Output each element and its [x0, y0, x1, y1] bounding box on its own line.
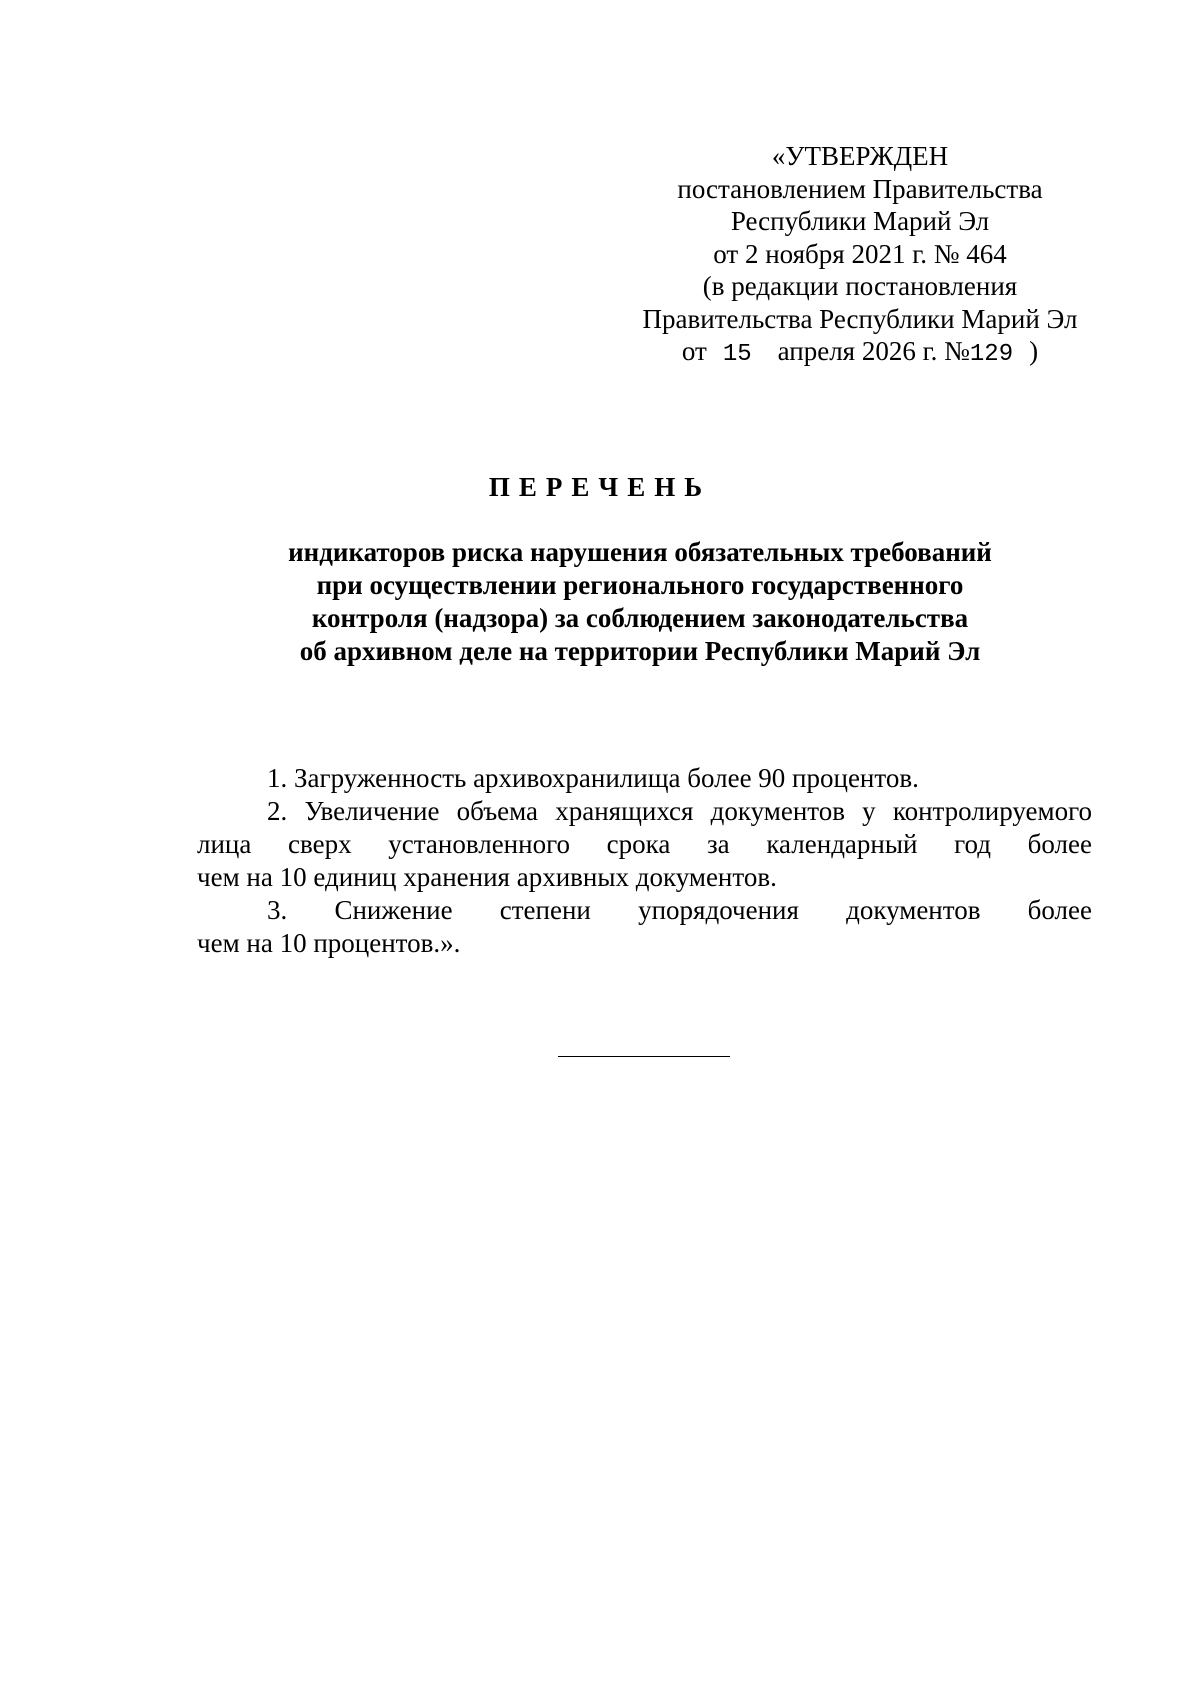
list-item-line: чем на 10 единиц хранения архивных документов. [197, 862, 777, 892]
approval-line: Республики Марий Эл [730, 206, 990, 236]
amendment-suffix: ) [1029, 336, 1039, 366]
approval-line: постановлением Правительства [677, 173, 1043, 204]
amendment-number: 129 [969, 341, 1014, 368]
approval-line: Правительства Республики Марий Эл [642, 303, 1078, 334]
approval-line: (в редакции постановления [702, 271, 1018, 301]
closing-divider [558, 1056, 730, 1057]
approval-date-number: от 2 ноября 2021 г. № 464 [713, 238, 1007, 269]
approval-heading: «УТВЕРЖДЕН [771, 141, 949, 171]
list-item [197, 795, 1092, 894]
list-item-line: лица сверх установленного срока за календарный год более [197, 829, 1092, 859]
document-title: ПЕРЕЧЕНЬ [488, 472, 712, 502]
list-item [197, 762, 1092, 795]
list-item-line: 2. Увеличение объема хранящихся документов у контролируемого [267, 796, 1092, 826]
subtitle-line: об архивном деле на территории Республики Марий Эл [299, 636, 981, 666]
amendment-month-year: апреля 2026 г. № [777, 336, 970, 366]
amendment-prefix: от [681, 336, 707, 366]
amendment-day: 15 [722, 341, 752, 368]
list-item-line: чем на 10 процентов.». [197, 928, 461, 958]
document-subtitle [200, 536, 1080, 668]
indicator-list [197, 762, 1092, 960]
list-item-line: 3. Снижение степени упорядочения документов более [267, 895, 1092, 925]
subtitle-line: индикаторов риска нарушения обязательных требований [288, 537, 992, 567]
subtitle-line: контроля (надзора) за соблюдением законодательства [311, 603, 969, 633]
list-item-text: 1. Загруженность архивохранилища более 90 процентов. [267, 763, 919, 793]
list-item [197, 894, 1092, 960]
subtitle-line: при осуществлении регионального государственного [316, 570, 964, 600]
approval-stamp-block [580, 140, 1140, 372]
amendment-date-line [580, 335, 1140, 372]
